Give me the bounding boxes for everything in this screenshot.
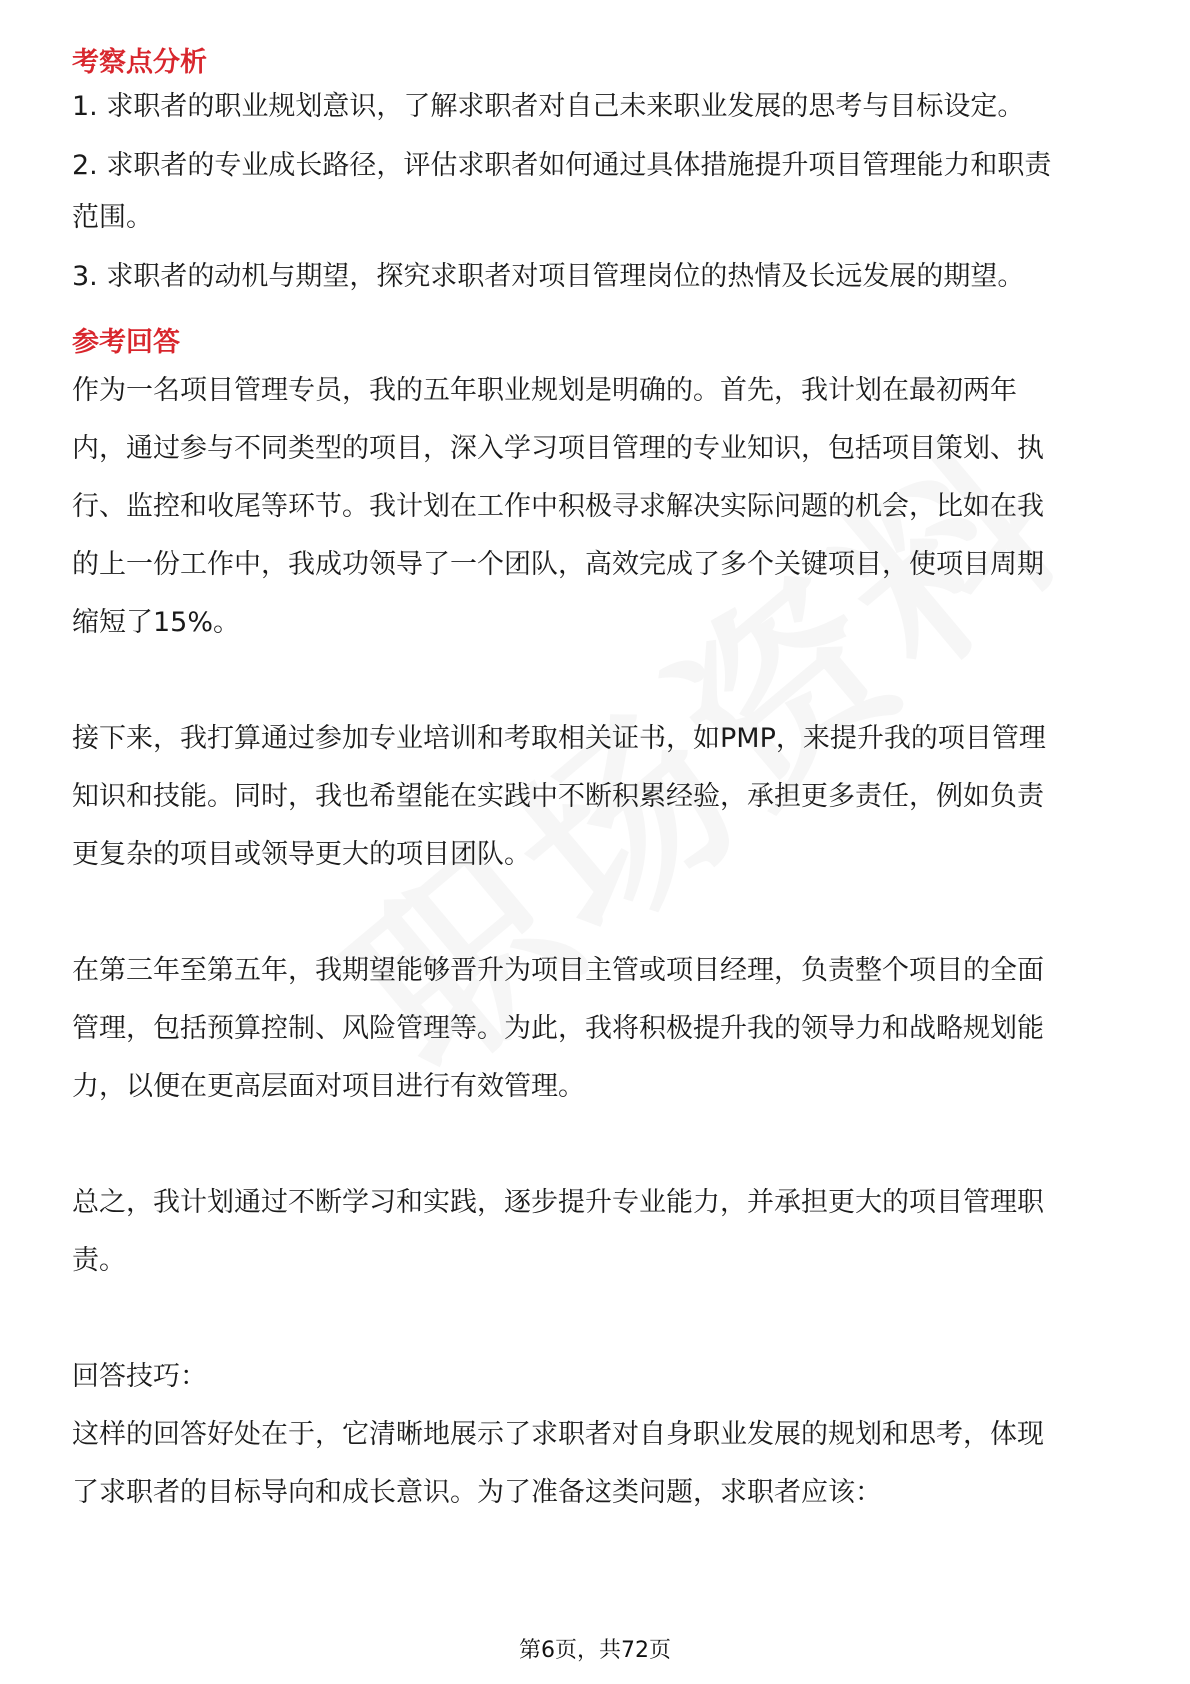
section-heading-answer: 参考回答: [72, 327, 180, 358]
answer-paragraph-3: [72, 942, 1122, 1116]
text-line: 的上一份工作中，我成功领导了一个团队，高效完成了多个关键项目，使项目周期: [72, 549, 1044, 580]
answer-paragraph-2: [72, 710, 1122, 884]
analysis-item: 1. 求职者的职业规划意识，了解求职者对自己未来职业发展的思考与目标设定。: [72, 91, 1025, 122]
text-line: 了求职者的目标导向和成长意识。为了准备这类问题，求职者应该：: [72, 1477, 882, 1508]
analysis-item: 3. 求职者的动机与期望，探究求职者对项目管理岗位的热情及长远发展的期望。: [72, 261, 1025, 292]
tips-block: [72, 1348, 1122, 1522]
paragraph-gap: [72, 1290, 1122, 1348]
text-line: 接下来，我打算通过参加专业培训和考取相关证书，如PMP，来提升我的项目管理: [72, 723, 1046, 754]
paragraph-gap: [72, 652, 1122, 710]
section-heading-analysis: 考察点分析: [72, 47, 207, 78]
text-line: 知识和技能。同时，我也希望能在实践中不断积累经验，承担更多责任，例如负责: [72, 781, 1044, 812]
text-line: 力，以便在更高层面对项目进行有效管理。: [72, 1071, 585, 1102]
analysis-item: 范围。: [72, 202, 153, 233]
document-page: [72, 44, 1122, 1522]
text-line: 行、监控和收尾等环节。我计划在工作中积极寻求解决实际问题的机会，比如在我: [72, 491, 1044, 522]
answer-paragraph-1: [72, 362, 1122, 652]
tips-label: 回答技巧：: [72, 1361, 207, 1392]
text-line: 在第三年至第五年，我期望能够晋升为项目主管或项目经理，负责整个项目的全面: [72, 955, 1044, 986]
text-line: 这样的回答好处在于，它清晰地展示了求职者对自身职业发展的规划和思考，体现: [72, 1419, 1044, 1450]
paragraph-gap: [72, 1116, 1122, 1174]
text-line: 内，通过参与不同类型的项目，深入学习项目管理的专业知识，包括项目策划、执: [72, 433, 1044, 464]
analysis-item: 2. 求职者的专业成长路径，评估求职者如何通过具体措施提升项目管理能力和职责: [72, 150, 1052, 181]
paragraph-gap: [72, 884, 1122, 942]
answer-paragraph-4: [72, 1174, 1122, 1290]
text-line: 责。: [72, 1245, 126, 1276]
text-line: 更复杂的项目或领导更大的项目团队。: [72, 839, 531, 870]
text-line: 缩短了15%。: [72, 607, 241, 638]
page-number: 第6页，共72页: [519, 1638, 671, 1663]
text-line: 总之，我计划通过不断学习和实践，逐步提升专业能力，并承担更大的项目管理职: [72, 1187, 1044, 1218]
text-line: 管理，包括预算控制、风险管理等。为此，我将积极提升我的领导力和战略规划能: [72, 1013, 1044, 1044]
text-line: 作为一名项目管理专员，我的五年职业规划是明确的。首先，我计划在最初两年: [72, 375, 1017, 406]
